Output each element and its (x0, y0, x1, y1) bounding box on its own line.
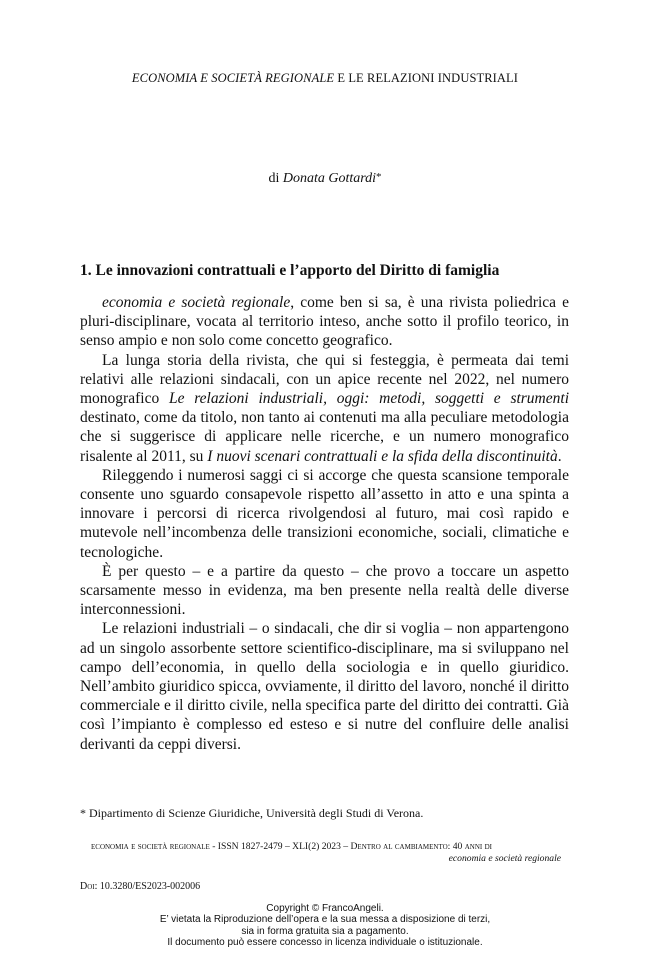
running-title-italic: ECONOMIA E SOCIETÀ REGIONALE (131, 71, 335, 85)
journal-issn: - ISSN 1827-2479 – XLI(2) 2023 – (209, 841, 351, 852)
copyright-line: sia in forma gratuita sia a pagamento. (241, 925, 409, 937)
text-run: Le relazioni industriali – o sindacali, che dir si voglia – non appartengono ad un singolo assorbente settore scientifico-disciplinare, ma si sviluppano nel campo dell’economia, in quello della sociologia e in quello giuridico. Nell’ambito giuridico spicca, ovviamente, il diritto del lavoro, nonché il diritto commerciale e il diritto civile, nella specifica parte del diritto dei contratti. Già così l’impianto è complesso ed esteso e si nutre del confluire delle analisi derivanti da ceppi diversi. (80, 620, 569, 753)
italic-text-run: Le relazioni industriali, oggi: metodi, soggetti e strumenti (168, 390, 569, 408)
running-title-rest: E LE RELAZIONI INDUSTRIALI (334, 71, 519, 85)
special-issue-title: Dentro al cambiamento (350, 841, 448, 852)
running-title (0, 71, 650, 86)
body-paragraph (80, 619, 569, 753)
journal-name: economia e società regionale (91, 841, 210, 852)
journal-citation-line1 (91, 841, 561, 853)
journal-citation (91, 841, 561, 865)
italic-text-run: I nuovi scenari contrattuali e la sfida della discontinuità (207, 447, 558, 465)
doi-line (80, 881, 200, 892)
author-name: Donata Gottardi (282, 171, 377, 186)
copyright-line: Il documento può essere concesso in licenza individuale o istituzionale. (167, 937, 483, 949)
text-run: . (557, 447, 562, 465)
copyright-notice (0, 903, 650, 949)
body-text (80, 293, 569, 754)
doi-value: : 10.3280/ES2023-002006 (94, 881, 201, 892)
italic-text-run: economia e società regionale (102, 294, 291, 311)
text-run: È per questo – e a partire da questo – che provo a toccare un aspetto scarsamente messo in evidenza, ma ben presente nella realtà delle diverse interconnessioni. (80, 562, 569, 619)
copyright-line: E’ vietata la Riproduzione dell’opera e la sua messa a disposizione di terzi, (159, 914, 491, 926)
section-heading: 1. Le innovazioni contrattuali e l’apporto del Diritto di famiglia (80, 262, 500, 279)
text-run: , come ben si sa, è una rivista poliedrica e pluri-disciplinare, vocata al territorio inteso, anche sotto il profilo teorico, in senso ampio e non solo come concetto geografico. (80, 294, 570, 350)
footnote: * Dipartimento di Scienze Giuridiche, Università degli Studi di Verona. (80, 806, 424, 820)
body-paragraph (80, 293, 569, 351)
text-run: La lunga storia della rivista, che qui si festeggia, è permeata dai temi relativi alle relazioni sindacali, con un apice recente nel 2022, nel numero monografico (80, 351, 569, 408)
body-paragraph (80, 351, 569, 466)
body-paragraph (80, 562, 569, 620)
body-paragraph (80, 466, 569, 562)
author-byline (0, 171, 650, 187)
doi-label: Doi (80, 881, 95, 892)
byline-prefix: di (268, 171, 283, 186)
special-issue-anni: anni di (464, 841, 492, 852)
text-run: Rileggendo i numerosi saggi ci si accorge che questa scansione temporale consente uno sguardo consapevole rispetto all’assetto in atto e una spinta a innovare i percorsi di ricerca rivolgendosi al futuro, mai così rapido e mutevole nell’incombenza delle transizioni economiche, sociali, climatiche e tecnologiche. (80, 466, 569, 561)
text-run: destinato, come da titolo, non tanto ai contenuti ma alla peculiare metodologia che si suggerisce di applicare nelle ricerche, e un numero monografico risalente al 2011, su (80, 409, 569, 465)
special-issue-number: : 40 (447, 841, 465, 852)
footnote-marker: * (376, 171, 382, 183)
journal-citation-line2: economia e società regionale (448, 853, 561, 864)
copyright-line: Copyright © FrancoAngeli. (266, 903, 384, 914)
